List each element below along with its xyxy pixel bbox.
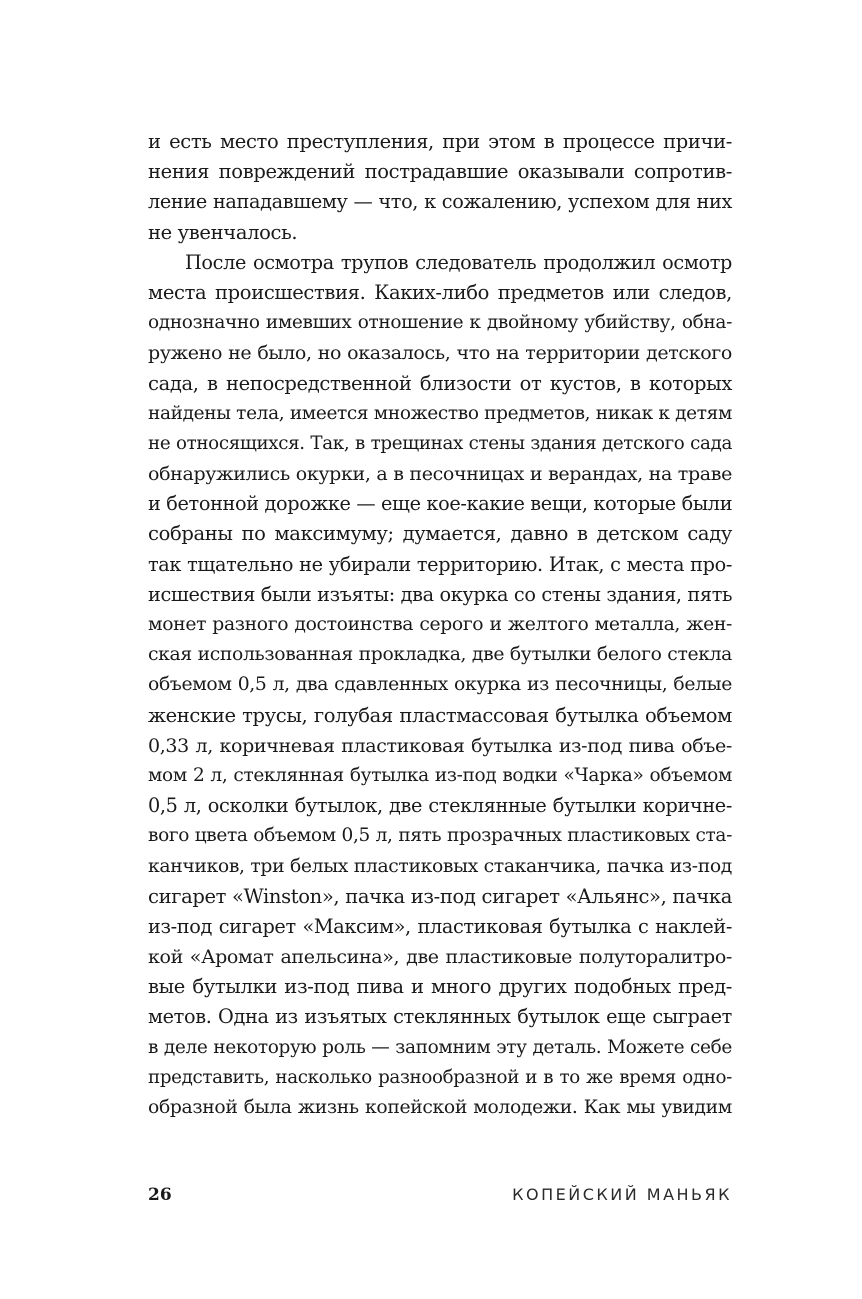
text-line: собраны по максимуму; думается, давно в детском саду [148, 522, 732, 546]
text-line: ружено не было, но оказалось, что на территории детского [148, 342, 732, 365]
text-line: мом 2 л, стеклянная бутылка из-под водки «Чарка» объемом [148, 764, 732, 786]
text-line: найдены тела, имеется множество предметов, никак к детям [148, 402, 732, 424]
text-line: представить, насколько разнообразной и в то же время одно- [148, 1066, 732, 1088]
text-line: сада, в непосредственной близости от кустов, в которых [148, 371, 732, 395]
text-line: из-под сигарет «Максим», пластиковая бутылка с наклей- [148, 914, 732, 938]
text-line: После осмотра трупов следователь продолжил осмотр [185, 250, 732, 274]
body-text [148, 127, 732, 1123]
text-line: не увенчалось. [148, 220, 298, 244]
text-line: канчиков, три белых пластиковых стаканчика, пачка из-под [148, 855, 732, 877]
text-line: обнаружились окурки, а в песочницах и верандах, на траве [148, 463, 732, 486]
text-line: места происшествия. Каких-либо предметов или следов, [148, 280, 732, 304]
text-line: объемом 0,5 л, два сдавленных окурка из песочницы, белые [148, 674, 732, 696]
text-line: однозначно имевших отношение к двойному убийству, обна- [148, 312, 732, 334]
text-line: сигарет «Winston», пачка из-под сигарет «Альянс», пачка [148, 884, 732, 908]
text-line: в деле некоторую роль — запомним эту деталь. Можете себе [148, 1036, 732, 1058]
text-line: ление нападавшему — что, к сожалению, успехом для них [148, 190, 732, 214]
text-line: женские трусы, голубая пластмассовая бутылка объемом [148, 703, 732, 727]
text-line: монет разного достоинства серого и желтого металла, жен- [148, 614, 732, 635]
page-footer [148, 1185, 732, 1209]
text-line: не относящихся. Так, в трещинах стены здания детского сада [148, 432, 732, 454]
paragraph-1 [148, 127, 732, 248]
text-line: нения повреждений пострадавшие оказывали сопротив- [148, 160, 732, 184]
text-line: и есть место преступления, при этом в процессе причи- [148, 130, 732, 153]
text-line: и бетонной дорожке — еще кое-какие вещи, которые были [148, 492, 733, 516]
text-line: кой «Аромат апельсина», две пластиковые полуторалитро- [148, 946, 732, 969]
text-line: 0,5 л, осколки бутылок, две стеклянные бутылки коричне- [148, 794, 732, 818]
text-line: вого цвета объемом 0,5 л, пять прозрачных пластиковых ста- [148, 825, 732, 847]
text-line: образной была жизнь копейской молодежи. Как мы увидим [148, 1097, 732, 1118]
page-number: 26 [148, 1185, 172, 1205]
running-title: КОПЕЙСКИЙ МАНЬЯК [512, 1185, 732, 1204]
text-line: метов. Одна из изъятых стеклянных бутылок еще сыграет [148, 1005, 732, 1029]
text-line: 0,33 л, коричневая пластиковая бутылка из-под пива объе- [148, 734, 732, 757]
paragraph-2 [148, 248, 732, 1123]
text-line: вые бутылки из-под пива и много других подобных пред- [148, 975, 732, 999]
text-line: ская использованная прокладка, две бутылки белого стекла [148, 644, 732, 666]
text-line: так тщательно не убирали территорию. Итак, с места про- [148, 552, 732, 576]
text-line: исшествия были изъяты: два окурка со стены здания, пять [148, 582, 733, 606]
